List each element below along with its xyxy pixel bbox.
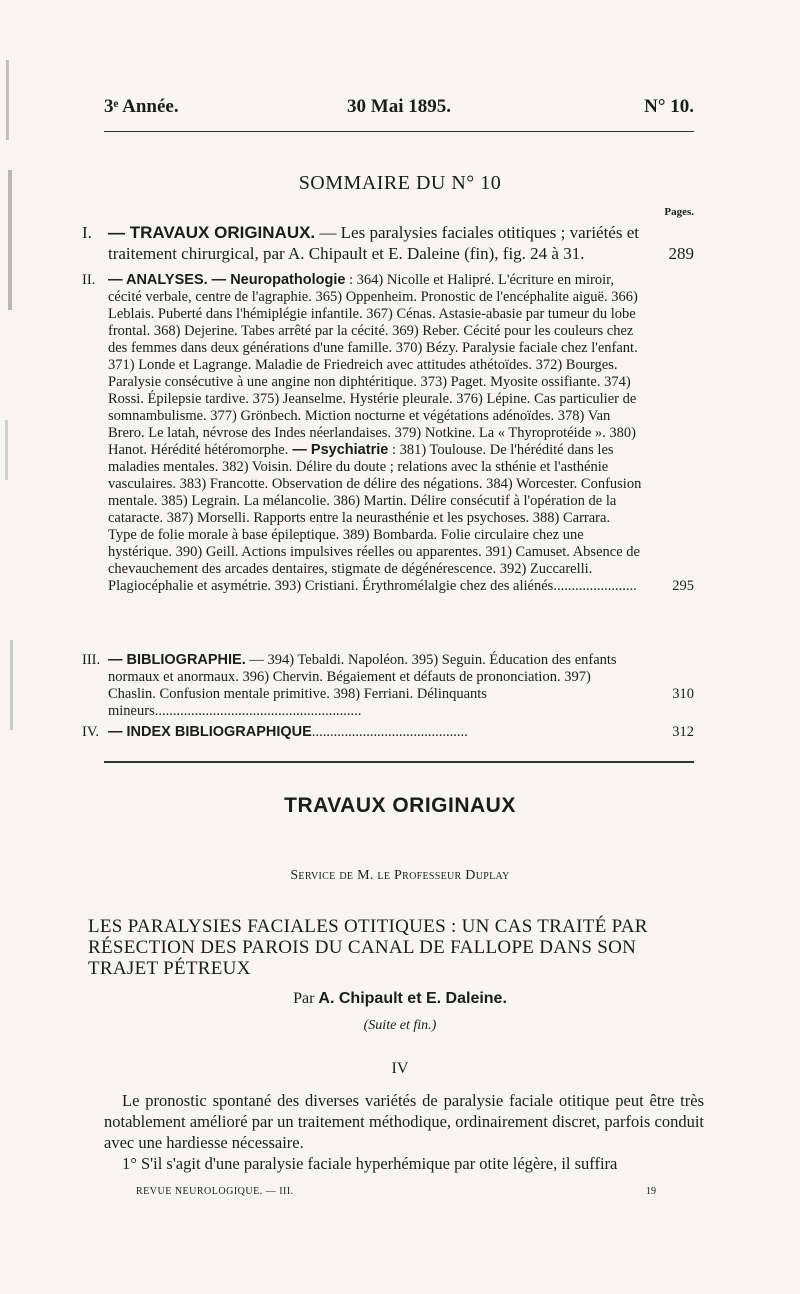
entry-page: 289 — [668, 244, 694, 263]
footer-journal: REVUE NEUROLOGIQUE. — III. — [136, 1186, 294, 1197]
summary-entry-1 — [82, 222, 694, 264]
header-issue: N° 10. — [644, 96, 694, 117]
entry-heading: — BIBLIOGRAPHIE. — [108, 652, 246, 668]
entry-heading: — TRAVAUX ORIGINAUX. — [108, 223, 316, 242]
header-rule — [104, 131, 694, 132]
service-line: Service de M. le Professeur Duplay — [290, 868, 510, 883]
entry-page: 312 — [672, 724, 694, 740]
entry-number: I. — [82, 223, 92, 242]
summary-rule — [104, 761, 694, 763]
paragraph-2: 1° S'il s'agit d'une paralysie faciale hyperhémique par otite légère, il suffira — [122, 1154, 618, 1173]
summary-entry-2 — [82, 272, 694, 595]
summary-title: SOMMAIRE DU N° 10 — [298, 172, 502, 194]
summary-entry-3 — [82, 652, 694, 719]
page-header — [104, 96, 694, 122]
paragraph-1: Le pronostic spontané des diverses variétés de paralysie faciale otitique peut être très notablement amélioré par un traitement méthodique, ordinairement discret, parfois conduit avec une hardiesse nécessaire. — [104, 1091, 704, 1152]
section-title: TRAVAUX ORIGINAUX — [284, 794, 516, 817]
entry-text: : 364) Nicolle et Halipré. L'écriture en miroir, cécité verbale, centre de l'agraphie. 365) Oppenheim. Pronostic de l'encéphalite aiguë. 366) Leblais. Puberté dans l'hémiplégie infantile. 367) Cénas. Astasie-abasie par tumeur du lobe frontal. 368) Dejerine. Tabes arrêté par la cécité. 369) Reber. Cécité pour les couleurs chez des femmes dans deux générations d'une famille. 370) Bézy. Paralysie faciale chez l'enfant. 371) Londe et Lagrange. Maladie de Friedreich avec attitudes athétoïdes. 372) Bourges. Paralysie consécutive à une angine non diphtéritique. 373) Paget. Myosite ossifiante. 374) Rossi. Épilepsie tardive. 375) Jeanselme. Hystérie pleurale. 376) Lépine. Cas particulier de somnambulisme. 377) Grönbech. Miction nocturne et végétations adénoïdes. 378) Van Brero. Le latah, névrose des Indes néerlandaises. 379) Notkine. La « Thyroprotéide ». 380) Hanot. Hérédité hétéromorphe. — [108, 272, 638, 458]
entry-number: II. — [82, 272, 96, 288]
entry-number: III. — [82, 652, 101, 668]
entry-text: — 394) Tebaldi. Napoléon. 395) Seguin. Éducation des enfants normaux et anormaux. 396) Chervin. Bégaiement et défauts de prononciation. 397) Chaslin. Confusion mentale primitive. 398) Ferriani. Délinquants mineurs......................................................... — [108, 652, 617, 719]
footer-signature: 19 — [646, 1186, 656, 1197]
entry-text: — Les paralysies faciales otitiques ; variétés et traitement chirurgical, par A. Chipault et E. Daleine (fin), fig. 24 à 31. — [108, 223, 639, 263]
binding-edge-marks — [0, 0, 20, 1294]
article-authors: A. Chipault et E. Daleine. — [318, 990, 507, 1007]
entry-heading: — INDEX BIBLIOGRAPHIQUE — [108, 724, 312, 740]
summary-entry-4 — [82, 724, 694, 741]
by-label: Par — [293, 990, 319, 1007]
entry-heading: — ANALYSES. — [108, 272, 208, 288]
entry-subheading-psych: — Psychiatrie — [288, 442, 389, 458]
article-authors-line — [0, 990, 800, 1008]
entry-leader: ........................................... — [311, 724, 468, 740]
entry-page: 310 — [672, 686, 694, 702]
article-body — [104, 1090, 704, 1174]
header-year: 3ᵉ Année. — [104, 96, 179, 117]
pages-label: Pages. — [664, 206, 694, 218]
entry-subheading-neuro: — Neuropathologie — [207, 272, 346, 288]
article-title: LES PARALYSIES FACIALES OTITIQUES : UN CAS TRAITÉ PAR RÉSECTION DES PAROIS DU CANAL DE FALLOPE DANS SON TRAJET PÉTREUX — [88, 916, 648, 979]
entry-text-2: : 381) Toulouse. De l'hérédité dans les maladies mentales. 382) Voisin. Délire du doute ; relations avec la sthénie et l'asthénie vasculaires. 383) Francotte. Observation de délire des négations. 384) Worcester. Confusion mentale. 385) Legrain. La mélancolie. 386) Martin. Délire consécutif à l'opération de la cataracte. 387) Morselli. Rapports entre la neurasthénie et les psychoses. 388) Carrara. Type de folie morale à base épileptique. 389) Bombarda. Folie circulaire chez une hystérique. 390) Geill. Actions impulsives réelles ou apparentes. 391) Camuset. Absence de chevauchement des arcades dentaires, stigmate de dégénérescence. 392) Zuccarelli. Plagiocéphalie et asymétrie. 393) Cristiani. Érythromélalgie chez des aliénés....................... — [108, 442, 642, 594]
suite-note: (Suite et fin.) — [363, 1018, 437, 1033]
entry-page: 295 — [672, 578, 694, 594]
part-number: IV — [391, 1060, 409, 1077]
entry-number: IV. — [82, 724, 100, 740]
header-date: 30 Mai 1895. — [347, 96, 451, 117]
